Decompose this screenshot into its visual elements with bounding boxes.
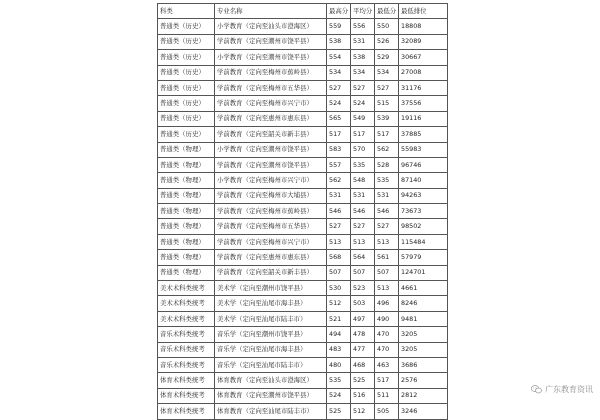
cell-max-score: 527	[327, 219, 351, 234]
table-row	[158, 188, 448, 203]
cell-avg-score: 538	[351, 50, 375, 65]
cell-category: 普通类（物理）	[158, 142, 215, 157]
cell-min-score: 527	[375, 80, 399, 95]
cell-min-rank: 30667	[399, 50, 448, 65]
cell-category: 普通类（物理）	[158, 234, 215, 249]
cell-min-rank: 9481	[399, 311, 448, 326]
table-row	[158, 34, 448, 49]
table-row	[158, 327, 448, 342]
table-row	[158, 111, 448, 126]
cell-max-score: 524	[327, 96, 351, 111]
cell-avg-score: 503	[351, 296, 375, 311]
cell-max-score: 565	[327, 111, 351, 126]
cell-min-rank: 37556	[399, 96, 448, 111]
cell-max-score: 494	[327, 327, 351, 342]
cell-max-score: 568	[327, 250, 351, 265]
cell-category: 普通类（物理）	[158, 204, 215, 219]
cell-major: 音乐学（定向至潮州市饶平县）	[215, 327, 327, 342]
cell-category: 普通类（历史）	[158, 65, 215, 80]
cell-max-score: 517	[327, 127, 351, 142]
table-row	[158, 80, 448, 95]
cell-min-rank: 19116	[399, 111, 448, 126]
cell-min-score: 546	[375, 204, 399, 219]
cell-max-score: 538	[327, 34, 351, 49]
table-row	[158, 219, 448, 234]
cell-min-rank: 32089	[399, 34, 448, 49]
cell-min-score: 527	[375, 219, 399, 234]
table-row	[158, 96, 448, 111]
cell-avg-score: 548	[351, 173, 375, 188]
cell-min-score: 515	[375, 96, 399, 111]
cell-avg-score: 497	[351, 311, 375, 326]
cell-major: 美术学（定向至汕尾市海丰县）	[215, 296, 327, 311]
header-min-rank: 最低排位	[399, 4, 448, 19]
cell-min-rank: 37885	[399, 127, 448, 142]
cell-avg-score: 507	[351, 265, 375, 280]
cell-min-score: 513	[375, 234, 399, 249]
cell-avg-score: 512	[351, 404, 375, 419]
cell-major: 小学教育（定向至梅州市兴宁市）	[215, 173, 327, 188]
watermark	[531, 384, 593, 395]
cell-min-rank: 87140	[399, 173, 448, 188]
cell-category: 音乐术科类统考	[158, 357, 215, 372]
cell-major: 小学教育（定向至潮州市饶平县）	[215, 142, 327, 157]
cell-major: 学前教育（定向至梅州市大埔县）	[215, 188, 327, 203]
cell-avg-score: 525	[351, 373, 375, 388]
cell-max-score: 559	[327, 19, 351, 34]
cell-max-score: 534	[327, 65, 351, 80]
cell-category: 普通类（物理）	[158, 157, 215, 172]
cell-min-score: 531	[375, 188, 399, 203]
cell-category: 体育术科类统考	[158, 373, 215, 388]
cell-min-score: 507	[375, 265, 399, 280]
cell-major: 学前教育（定向至韶关市新丰县）	[215, 265, 327, 280]
cell-min-score: 526	[375, 34, 399, 49]
table-row	[158, 250, 448, 265]
cell-major: 学前教育（定向至惠州市惠东县）	[215, 111, 327, 126]
header-min-score: 最低分	[375, 4, 399, 19]
cell-max-score: 507	[327, 265, 351, 280]
table-row	[158, 388, 448, 403]
cell-category: 普通类（物理）	[158, 188, 215, 203]
cell-min-score: 535	[375, 173, 399, 188]
cell-category: 普通类（历史）	[158, 127, 215, 142]
cell-min-rank: 31176	[399, 80, 448, 95]
cell-max-score: 546	[327, 204, 351, 219]
cell-min-score: 534	[375, 65, 399, 80]
cell-major: 学前教育（定向至梅州市蕉岭县）	[215, 204, 327, 219]
table-row	[158, 311, 448, 326]
table-row	[158, 265, 448, 280]
cell-min-rank: 55983	[399, 142, 448, 157]
cell-min-rank: 2812	[399, 388, 448, 403]
cell-major: 音乐学（定向至汕尾市海丰县）	[215, 342, 327, 357]
cell-avg-score: 531	[351, 34, 375, 49]
cell-category: 普通类（历史）	[158, 50, 215, 65]
cell-min-rank: 8246	[399, 296, 448, 311]
cell-avg-score: 527	[351, 80, 375, 95]
cell-min-rank: 3205	[399, 327, 448, 342]
cell-avg-score: 517	[351, 127, 375, 142]
cell-major: 体育教育（定向至潮州市饶平县）	[215, 388, 327, 403]
cell-max-score: 531	[327, 188, 351, 203]
header-major: 专业名称	[215, 4, 327, 19]
cell-major: 小学教育（定向至汕头市澄海区）	[215, 19, 327, 34]
cell-avg-score: 556	[351, 19, 375, 34]
cell-min-score: 490	[375, 311, 399, 326]
cell-category: 普通类（历史）	[158, 34, 215, 49]
cell-avg-score: 478	[351, 327, 375, 342]
table-row	[158, 204, 448, 219]
cell-category: 普通类（物理）	[158, 173, 215, 188]
cell-major: 音乐学（定向至汕尾市陆丰市）	[215, 357, 327, 372]
cell-min-score: 539	[375, 111, 399, 126]
cell-max-score: 583	[327, 142, 351, 157]
table-row	[158, 19, 448, 34]
cell-min-rank: 98502	[399, 219, 448, 234]
cell-major: 学前教育（定向至梅州市五华县）	[215, 80, 327, 95]
cell-avg-score: 546	[351, 204, 375, 219]
cell-min-rank: 115484	[399, 234, 448, 249]
cell-min-rank: 27008	[399, 65, 448, 80]
cell-category: 美术术科类统考	[158, 296, 215, 311]
watermark-text: 广东教育资讯	[545, 385, 593, 394]
table-row	[158, 50, 448, 65]
cell-major: 学前教育（定向至梅州市兴宁市）	[215, 96, 327, 111]
cell-category: 普通类（历史）	[158, 80, 215, 95]
cell-major: 学前教育（定向至潮州市饶平县）	[215, 157, 327, 172]
cell-min-score: 517	[375, 127, 399, 142]
cell-avg-score: 477	[351, 342, 375, 357]
cell-major: 学前教育（定向至梅州市五华县）	[215, 219, 327, 234]
table-row	[158, 173, 448, 188]
cell-avg-score: 531	[351, 188, 375, 203]
cell-category: 普通类（历史）	[158, 96, 215, 111]
cell-major: 学前教育（定向至惠州市惠东县）	[215, 250, 327, 265]
cell-min-score: 562	[375, 142, 399, 157]
cell-min-score: 528	[375, 157, 399, 172]
cell-max-score: 512	[327, 296, 351, 311]
cell-min-rank: 2576	[399, 373, 448, 388]
cell-major: 学前教育（定向至韶关市新丰县）	[215, 127, 327, 142]
cell-avg-score: 523	[351, 281, 375, 296]
cell-avg-score: 535	[351, 157, 375, 172]
cell-max-score: 562	[327, 173, 351, 188]
table-row	[158, 234, 448, 249]
cell-category: 普通类（历史）	[158, 111, 215, 126]
cell-major: 学前教育（定向至梅州市蕉岭县）	[215, 65, 327, 80]
cell-min-rank: 57979	[399, 250, 448, 265]
cell-min-rank: 94263	[399, 188, 448, 203]
cell-avg-score: 516	[351, 388, 375, 403]
cell-category: 音乐术科类统考	[158, 327, 215, 342]
table-body	[158, 19, 448, 419]
cell-max-score: 535	[327, 373, 351, 388]
cell-min-rank: 4661	[399, 281, 448, 296]
cell-max-score: 521	[327, 311, 351, 326]
cell-major: 学前教育（定向至梅州市兴宁市）	[215, 234, 327, 249]
cell-min-rank: 73673	[399, 204, 448, 219]
cell-major: 美术学（定向至潮州市饶平县）	[215, 281, 327, 296]
cell-min-rank: 96746	[399, 157, 448, 172]
cell-avg-score: 570	[351, 142, 375, 157]
cell-min-score: 511	[375, 388, 399, 403]
cell-category: 普通类（物理）	[158, 265, 215, 280]
table-row	[158, 342, 448, 357]
cell-avg-score: 527	[351, 219, 375, 234]
cell-min-score: 463	[375, 357, 399, 372]
cell-category: 音乐术科类统考	[158, 342, 215, 357]
cell-max-score: 527	[327, 80, 351, 95]
cell-min-rank: 124701	[399, 265, 448, 280]
cell-major: 体育教育（定向至汕尾市陆丰市）	[215, 404, 327, 419]
table-row	[158, 142, 448, 157]
cell-avg-score: 534	[351, 65, 375, 80]
cell-major: 学前教育（定向至潮州市饶平县）	[215, 34, 327, 49]
cell-avg-score: 549	[351, 111, 375, 126]
cell-avg-score: 468	[351, 357, 375, 372]
cell-category: 美术术科类统考	[158, 281, 215, 296]
cell-avg-score: 513	[351, 234, 375, 249]
cell-category: 体育术科类统考	[158, 388, 215, 403]
wechat-icon	[531, 385, 542, 394]
cell-category: 美术术科类统考	[158, 311, 215, 326]
cell-max-score: 554	[327, 50, 351, 65]
cell-min-rank: 3686	[399, 357, 448, 372]
cell-min-score: 529	[375, 50, 399, 65]
table-row	[158, 296, 448, 311]
cell-avg-score: 524	[351, 96, 375, 111]
cell-min-score: 470	[375, 327, 399, 342]
table-row	[158, 404, 448, 419]
cell-avg-score: 564	[351, 250, 375, 265]
cell-min-score: 561	[375, 250, 399, 265]
cell-min-rank: 3246	[399, 404, 448, 419]
table-row	[158, 157, 448, 172]
cell-major: 美术学（定向至汕尾市陆丰市）	[215, 311, 327, 326]
cell-category: 普通类（历史）	[158, 19, 215, 34]
cell-min-rank: 18808	[399, 19, 448, 34]
admission-score-table	[157, 3, 448, 420]
table-row	[158, 65, 448, 80]
header-avg-score: 平均分	[351, 4, 375, 19]
header-category: 科类	[158, 4, 215, 19]
cell-max-score: 483	[327, 342, 351, 357]
cell-min-score: 550	[375, 19, 399, 34]
cell-max-score: 480	[327, 357, 351, 372]
cell-category: 体育术科类统考	[158, 404, 215, 419]
cell-major: 小学教育（定向至潮州市饶平县）	[215, 50, 327, 65]
table-row	[158, 281, 448, 296]
cell-min-score: 496	[375, 296, 399, 311]
cell-min-score: 517	[375, 373, 399, 388]
table-row	[158, 127, 448, 142]
table-row	[158, 357, 448, 372]
cell-max-score: 524	[327, 388, 351, 403]
cell-min-score: 513	[375, 281, 399, 296]
cell-category: 普通类（物理）	[158, 219, 215, 234]
cell-min-rank: 3205	[399, 342, 448, 357]
cell-max-score: 530	[327, 281, 351, 296]
table-row	[158, 373, 448, 388]
header-max-score: 最高分	[327, 4, 351, 19]
cell-max-score: 513	[327, 234, 351, 249]
cell-max-score: 557	[327, 157, 351, 172]
cell-max-score: 525	[327, 404, 351, 419]
cell-min-score: 505	[375, 404, 399, 419]
cell-min-score: 470	[375, 342, 399, 357]
table-header-row	[158, 4, 448, 19]
cell-category: 普通类（物理）	[158, 250, 215, 265]
cell-major: 体育教育（定向至汕头市澄海区）	[215, 373, 327, 388]
